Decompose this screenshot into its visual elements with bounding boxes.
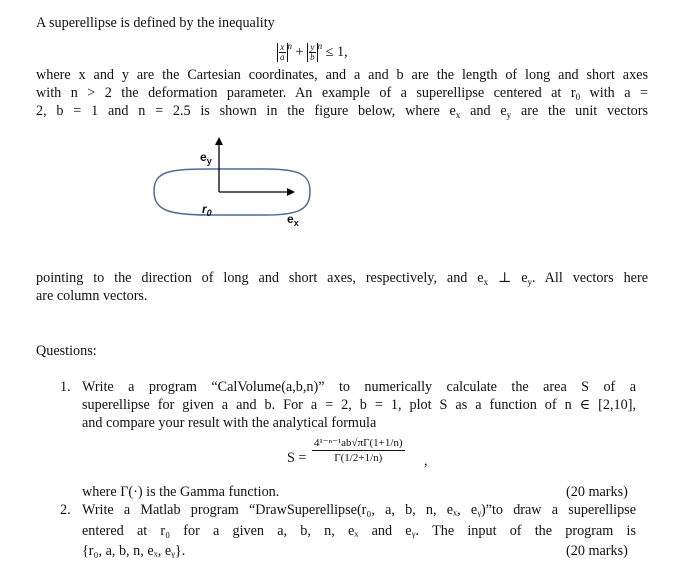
abs-x-over-a: $\frac{x}{a}$ [277, 43, 288, 62]
q2-line1: Write a Matlab program “DrawSuperellipse(r₀, a, b, n, eₓ, eᵧ)”to draw a superellipse [82, 502, 636, 518]
q2-line2: entered at r₀ for a given a, b, n, eₓ and eᵧ. The input of the program is [82, 523, 636, 539]
formula-numerator: 4¹⁻ⁿ⁻¹ab√πΓ(1+1/n) [314, 437, 403, 449]
q1-line1: Write a program “CalVolume(a,b,n)” to numerically calculate the area S of a [82, 379, 636, 395]
superellipse-figure [140, 135, 340, 245]
q1-number: 1. [60, 379, 71, 395]
q1-line4: where Γ(·) is the Gamma function. [82, 484, 280, 500]
formula-denominator: Γ(1/2+1/n) [334, 452, 383, 464]
ey-arrowhead [215, 137, 223, 145]
ex-arrowhead [287, 188, 295, 196]
abs-y-over-b: $\frac{y}{b}$ [307, 43, 318, 62]
after-figure-line2: are column vectors. [36, 288, 148, 304]
intro-paragraph-line2: with n > 2 the deformation parameter. An example of a superellipse centered at $r_0$ with a = [36, 85, 648, 102]
formula-comma: , [424, 453, 428, 469]
label-ex: $e_x$ [287, 212, 299, 228]
q2-line3: {r₀, a, b, n, eₓ, eᵧ}. [82, 543, 186, 559]
label-r0: $r_0$ [202, 202, 212, 218]
intro-paragraph-line1: where x and y are the Cartesian coordinates, and a and b are the length of long and short axes [36, 67, 648, 83]
intro-paragraph-line3: 2, b = 1 and n = 2.5 is shown in the figure below, where $e_x$ and $e_y$ are the unit vectors [36, 103, 648, 120]
formula-lhs: S = [287, 450, 307, 466]
q1-line3: and compare your result with the analytical formula [82, 415, 377, 431]
intro-line: A superellipse is defined by the inequality [36, 15, 275, 31]
label-ey: $e_y$ [200, 150, 212, 166]
q1-marks: (20 marks) [566, 484, 628, 500]
questions-heading: Questions: [36, 343, 97, 359]
after-figure-line1: pointing to the direction of long and short axes, respectively, and $e_x$ ⊥ $e_y$. All vectors here [36, 270, 648, 287]
q2-number: 2. [60, 502, 71, 518]
formula-fraction [312, 436, 405, 465]
q1-line2: superellipse for given a and b. For a = 2, b = 1, plot S as a function of n ∈ [2,10], [82, 397, 636, 413]
inequality: $\frac{x}{a}$ $^n$ + $\frac{y}{b}$ $^n$ ≤ 1, [277, 37, 348, 63]
q2-marks: (20 marks) [566, 543, 628, 559]
